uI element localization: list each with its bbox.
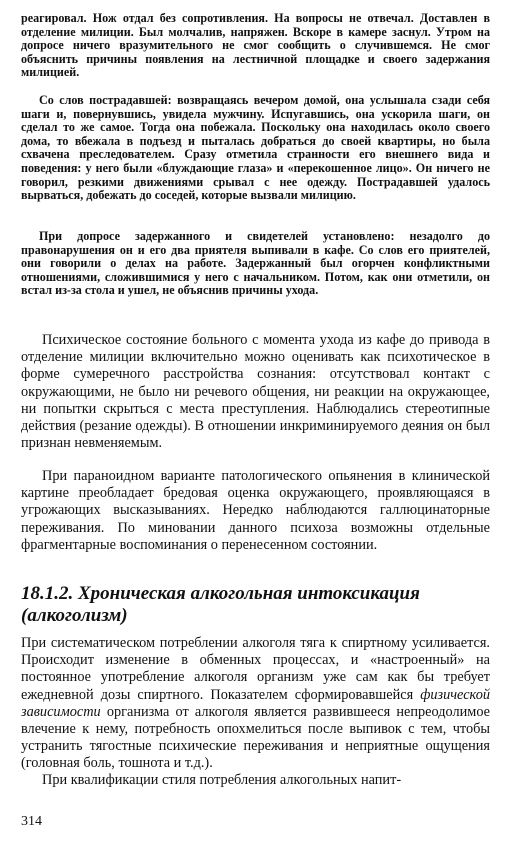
section-paragraph-1-text-b: организма от алкоголя является развившееся непреодолимое влечение к нему, потребность опохмелиться после выпивок с тем, чтобы устранить тягостные психические переживания и неприятные ощущения (головная боль, тошнота и т.д.). (21, 703, 490, 772)
case-paragraph-3: При допросе задержанного и свидетелей установлено: незадолго до правонарушения он и его два приятеля выпивали в кафе. Со слов его приятелей, они говорили о делах на работе. Задержанный был огорчен конфликтными отношениями, сложившимися у него с начальником. Потом, как они отметили, он встал из-за стола и ушел, не объяснив причины ухода. (21, 229, 490, 298)
body-paragraph-1: Психическое состояние больного с момента ухода из кафе до привода в отделение милиции включительно можно оценивать как психотическое в форме сумеречного расстройства сознания: отсутствовал контакт с окружающими, не было ни речевого общения, ни реакции на окружающее, ни попытки скрыться с места преступления. Наблюдались стереотипные действия (резание одежды). В отношении инкриминируемого деяния он был признан невменяемым. (21, 332, 490, 452)
section-paragraph-2: При квалификации стиля потребления алкогольных напит- (42, 772, 402, 788)
section-heading-line-1: 18.1.2. Хроническая алкогольная интоксикация (21, 583, 420, 604)
section-heading-line-2: (алкоголизм) (21, 604, 128, 626)
section-paragraph-1-text-a: При систематическом потреблении алкоголя тяга к спиртному усиливается. Происходит изменение в обменных процессах, и «настроенный» на постоянное употребление алкоголя организм уже сам как бы требует ежедневной дозы спиртного. Показателем сформировавшейся (21, 635, 490, 703)
case-paragraph-1: реагировал. Нож отдал без сопротивления. На вопросы не отвечал. Доставлен в отделение милиции. Был молчалив, напряжен. Вскоре в камере заснул. Утром на допросе ничего вразумительного не смог сообщить о случившемся. Не смог объяснить причины появления на лестничной площадке и своего задержания милицией. (21, 11, 490, 80)
section-heading (21, 583, 490, 626)
case-paragraph-2: Со слов пострадавшей: возвращаясь вечером домой, она услышала сзади себя шаги и, повернувшись, увидела мужчину. Испугавшись, она ускорила шаги, он сделал то же самое. Тогда она побежала. Поскольку она находилась около своего дома, то вбежала в подъезд и пыталась добраться до своей квартиры, но была схвачена преследователем. Сразу отметила странности его внешнего вида и поведения: у него были «блуждающие глаза» и «перекошенное лицо». Он ничего не говорил, резкими движениями срывал с нее одежду. Пострадавшей удалось вырваться, добежать до соседей, которые вызвали милицию. (21, 93, 490, 203)
section-paragraph-1-emphasis: физической зависимости (21, 686, 490, 720)
page-number: 314 (21, 814, 42, 829)
section-paragraph-1 (21, 635, 490, 773)
body-paragraph-2: При параноидном варианте патологического опьянения в клинической картине преобладает бредовая оценка окружающего, проявляющаяся в угрожающих высказываниях. Нередко наблюдаются галлюцинаторные переживания. По миновании данного психоза возможны отдельные фрагментарные воспоминания о перенесенном состоянии. (21, 468, 490, 553)
